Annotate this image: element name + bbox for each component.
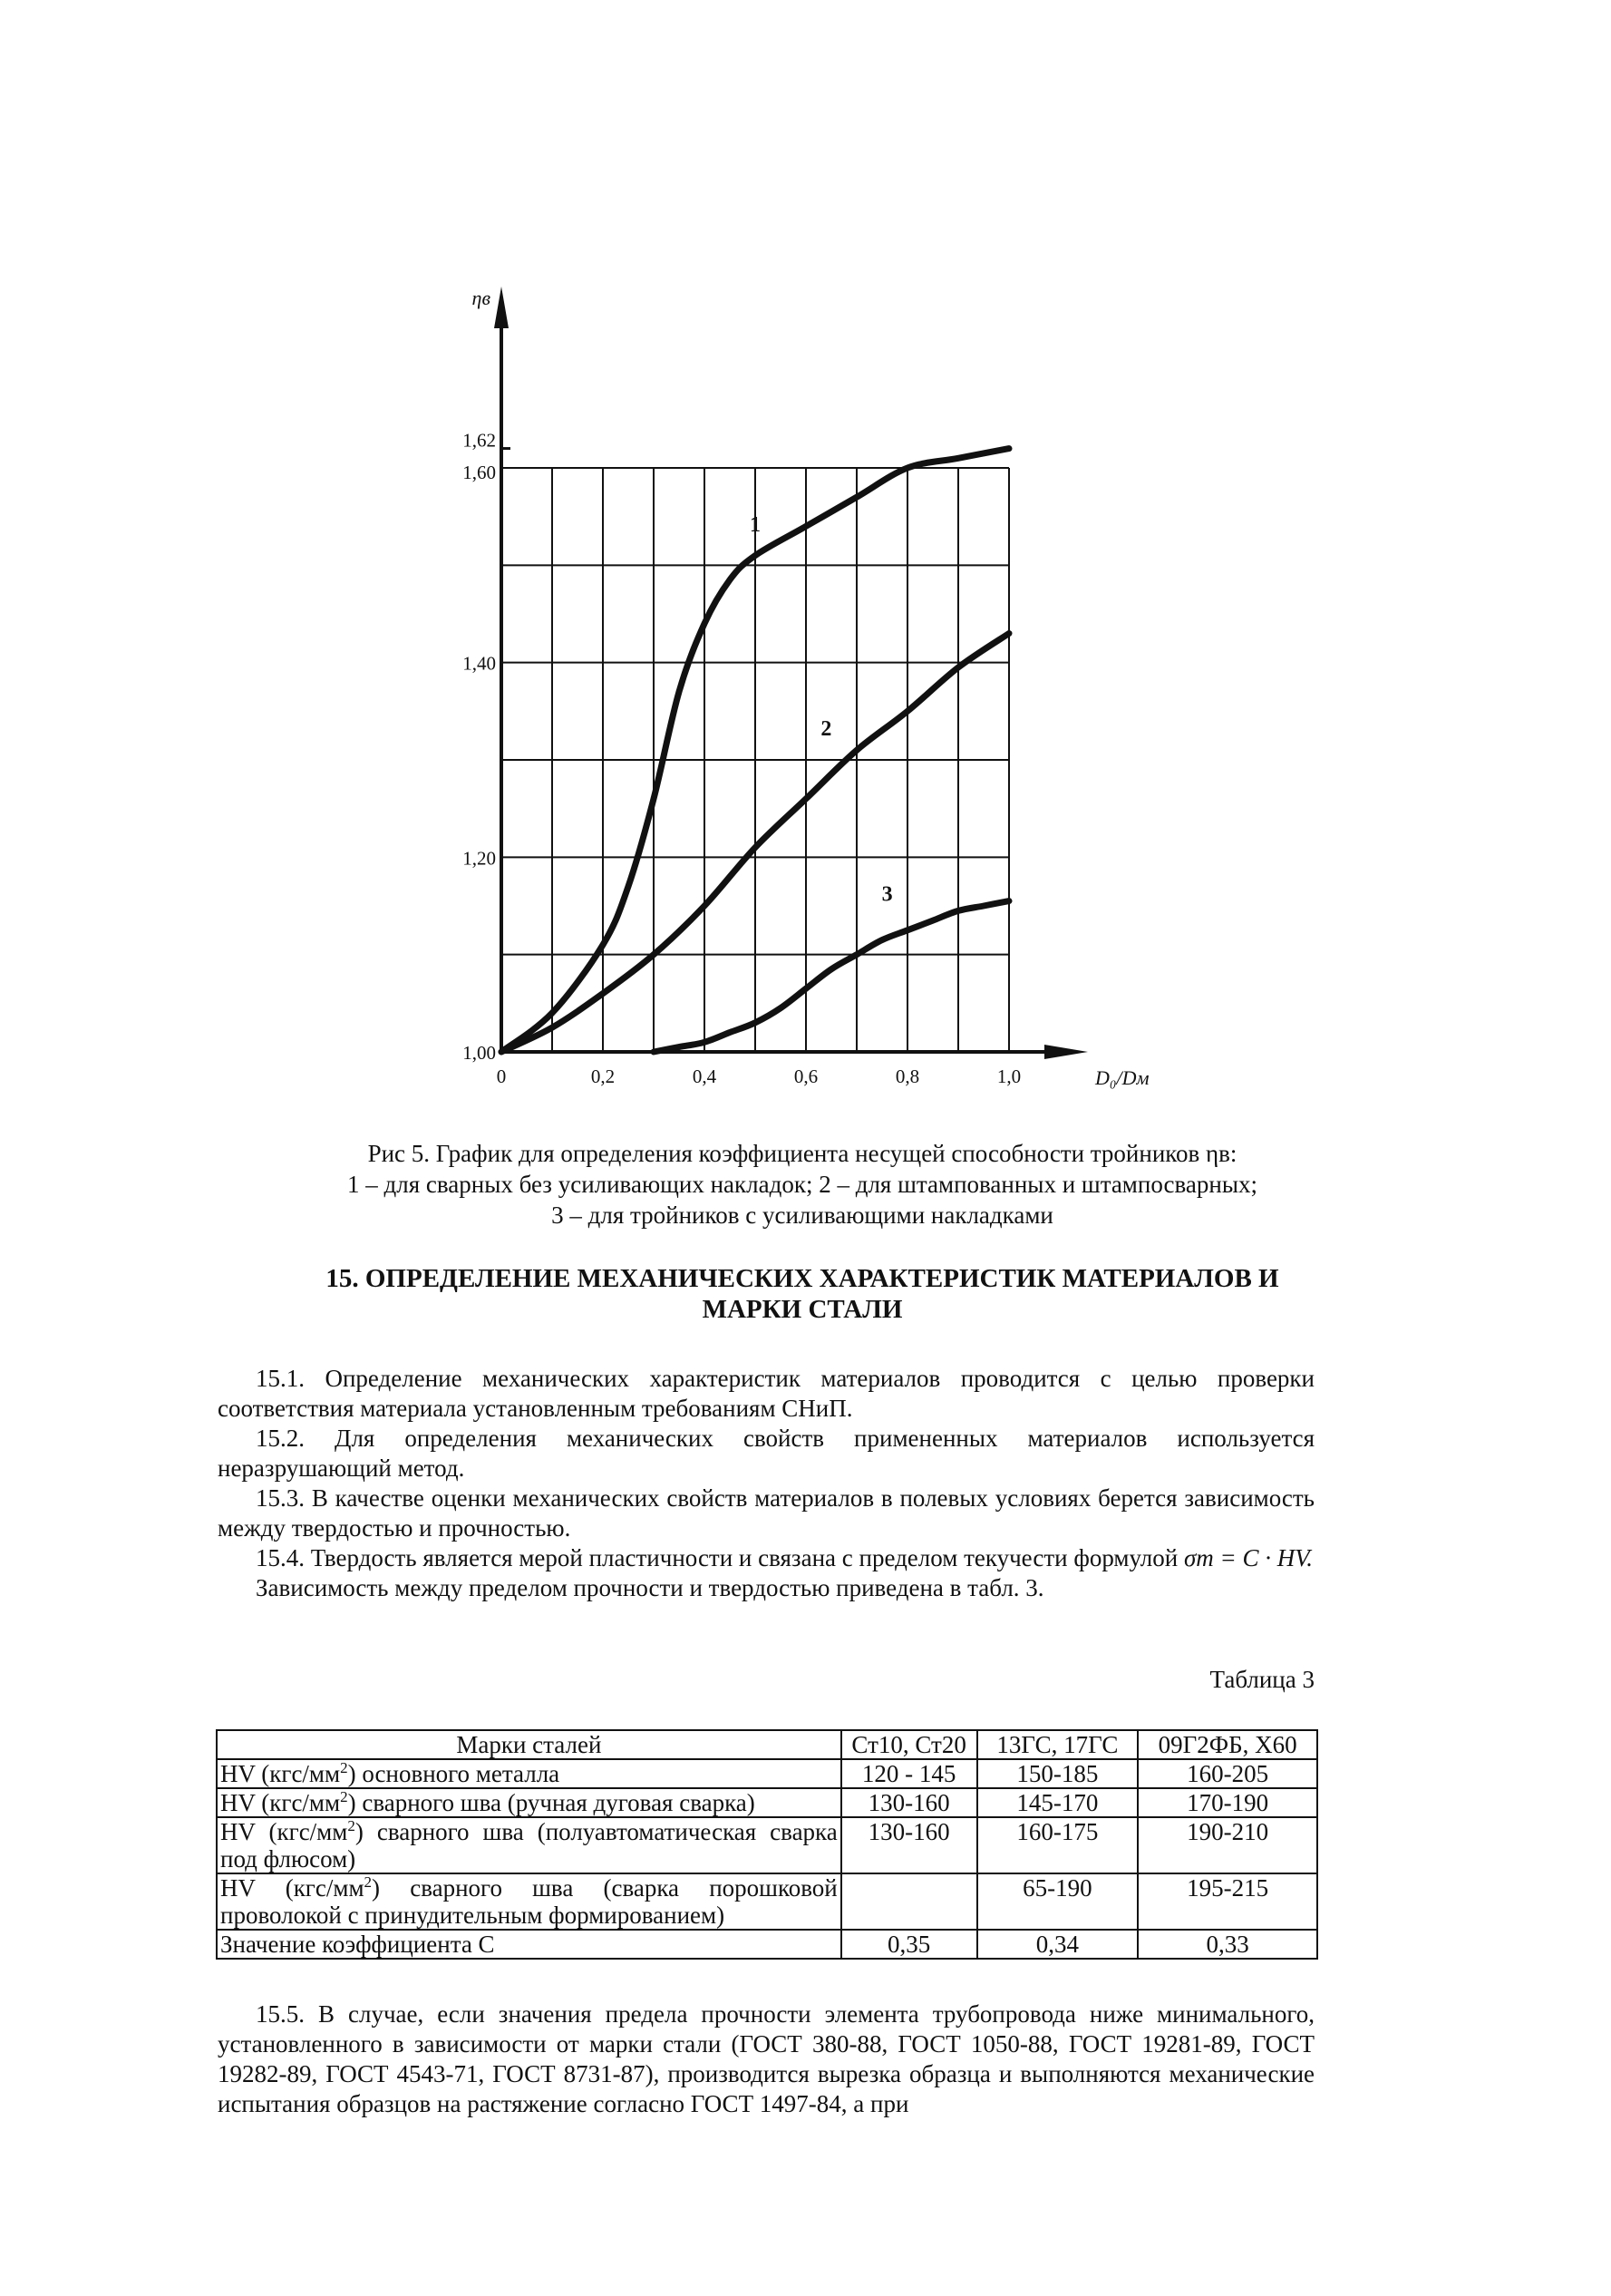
- x-tick-label: 0,2: [590, 1065, 616, 1087]
- row-value: 160-175: [977, 1817, 1139, 1873]
- y-tick-label: 1,62: [462, 429, 496, 452]
- table-row: [217, 1930, 1317, 1959]
- caption-line-1: Рис 5. График для определения коэффициента несущей способности тройников ηв:: [367, 1140, 1237, 1167]
- paragraph-block-2: [218, 1999, 1315, 2119]
- table-header-row: [217, 1730, 1317, 1759]
- row-value: 150-185: [977, 1759, 1139, 1788]
- section-title-line-2: МАРКИ СТАЛИ: [702, 1295, 903, 1324]
- y-axis-arrow: [494, 287, 509, 328]
- chart-axes: [494, 287, 1088, 1059]
- header-col-1: Ст10, Ст20: [841, 1730, 977, 1759]
- row-value: 65-190: [977, 1873, 1139, 1930]
- paragraph-15-5: 15.5. В случае, если значения предела прочности элемента трубопровода ниже минимального, установленного в зависимости от марки стали (ГОСТ 380-88, ГОСТ 1050-88, ГОСТ 19281-89, ГОСТ 19282-89, ГОСТ 4543-71, ГОСТ 8731-87), производится вырезка образца и выполняются механические испытания образцов на растяжение согласно ГОСТ 1497-84, а при: [218, 2000, 1315, 2117]
- curve-label-3: 3: [881, 882, 893, 907]
- paragraphs-block: [218, 1364, 1315, 1603]
- hardness-table: [216, 1729, 1318, 1960]
- section-heading: [227, 1263, 1378, 1325]
- table-title: Таблица 3: [1209, 1666, 1315, 1693]
- x-tick-label: 0,4: [692, 1065, 717, 1087]
- paragraph-15-2: 15.2. Для определения механических свойств примененных материалов используется неразрушающий метод.: [218, 1425, 1315, 1482]
- row-value: 160-205: [1138, 1759, 1317, 1788]
- x-axis-arrow: [1044, 1045, 1088, 1059]
- formula: σт = C · HV.: [1183, 1544, 1314, 1571]
- x-tick-label: 1,0: [996, 1065, 1022, 1087]
- y-tick-label: 1,60: [462, 462, 496, 484]
- curve-3: [654, 901, 1009, 1052]
- load-capacity-chart: [435, 272, 1160, 1115]
- paragraph-15-4: [218, 1543, 1315, 1573]
- row-label: HV $(кгс/мм^2)$ сварного шва (полуавтоматическая сварка под флюсом): [217, 1817, 841, 1873]
- paragraph-15-4-text: 15.4. Твердость является мерой пластичности и связана с пределом текучести формулой: [256, 1544, 1184, 1571]
- row-value: 130-160: [841, 1788, 977, 1817]
- y-tick-label: 1,00: [462, 1042, 496, 1064]
- paragraph-table-ref: Зависимость между пределом прочности и твердостью приведена в табл. 3.: [256, 1574, 1044, 1601]
- row-value: 190-210: [1138, 1817, 1317, 1873]
- y-tick-label: 1,20: [462, 847, 496, 870]
- curve-label-1: 1: [750, 512, 761, 537]
- row-label: HV $(кгс/мм^2)$ сварного шва (ручная дуговая сварка): [217, 1788, 841, 1817]
- row-value: [841, 1873, 977, 1930]
- row-label: HV $(кгс/мм^2)$ сварного шва (сварка порошковой проволокой с принудительным формированием): [217, 1873, 841, 1930]
- curve-label-2: 2: [820, 717, 832, 742]
- row-label: HV $(кгс/мм^2)$ основного металла: [217, 1759, 841, 1788]
- figure-caption: [227, 1138, 1378, 1231]
- row-value: 145-170: [977, 1788, 1139, 1817]
- y-axis-label: ηв: [471, 287, 490, 309]
- section-title-line-1: 15. ОПРЕДЕЛЕНИЕ МЕХАНИЧЕСКИХ ХАРАКТЕРИСТИК МАТЕРИАЛОВ И: [325, 1264, 1279, 1293]
- row-label: Значение коэффициента С: [217, 1930, 841, 1959]
- caption-line-2: 1 – для сварных без усиливающих накладок; 2 – для штампованных и штампосварных;: [347, 1171, 1257, 1198]
- paragraph-15-3: 15.3. В качестве оценки механических свойств материалов в полевых условиях берется зависимость между твердостью и прочностью.: [218, 1484, 1315, 1542]
- header-col-2: 13ГС, 17ГС: [977, 1730, 1139, 1759]
- x-tick-label: 0: [496, 1065, 507, 1087]
- table-row: [217, 1788, 1317, 1817]
- row-value: 170-190: [1138, 1788, 1317, 1817]
- x-tick-label: 0,6: [793, 1065, 819, 1087]
- row-value: 0,35: [841, 1930, 977, 1959]
- row-value: 130-160: [841, 1817, 977, 1873]
- table-row: [217, 1873, 1317, 1930]
- paragraph-15-1: 15.1. Определение механических характеристик материалов проводится с целью проверки соответствия материала установленным требованиям СНиП.: [218, 1365, 1315, 1422]
- row-value: 0,34: [977, 1930, 1139, 1959]
- table-row: [217, 1817, 1317, 1873]
- row-value: 195-215: [1138, 1873, 1317, 1930]
- row-value: 120 - 145: [841, 1759, 977, 1788]
- table-row: [217, 1759, 1317, 1788]
- caption-line-3: 3 – для тройников с усиливающими накладками: [551, 1202, 1053, 1229]
- x-tick-label: 0,8: [895, 1065, 920, 1087]
- header-col-3: 09Г2ФБ, X60: [1138, 1730, 1317, 1759]
- y-tick-label: 1,40: [462, 652, 496, 675]
- x-axis-label: D₀/Dм: [1095, 1066, 1150, 1089]
- header-steel-grades: Марки сталей: [217, 1730, 841, 1759]
- row-value: 0,33: [1138, 1930, 1317, 1959]
